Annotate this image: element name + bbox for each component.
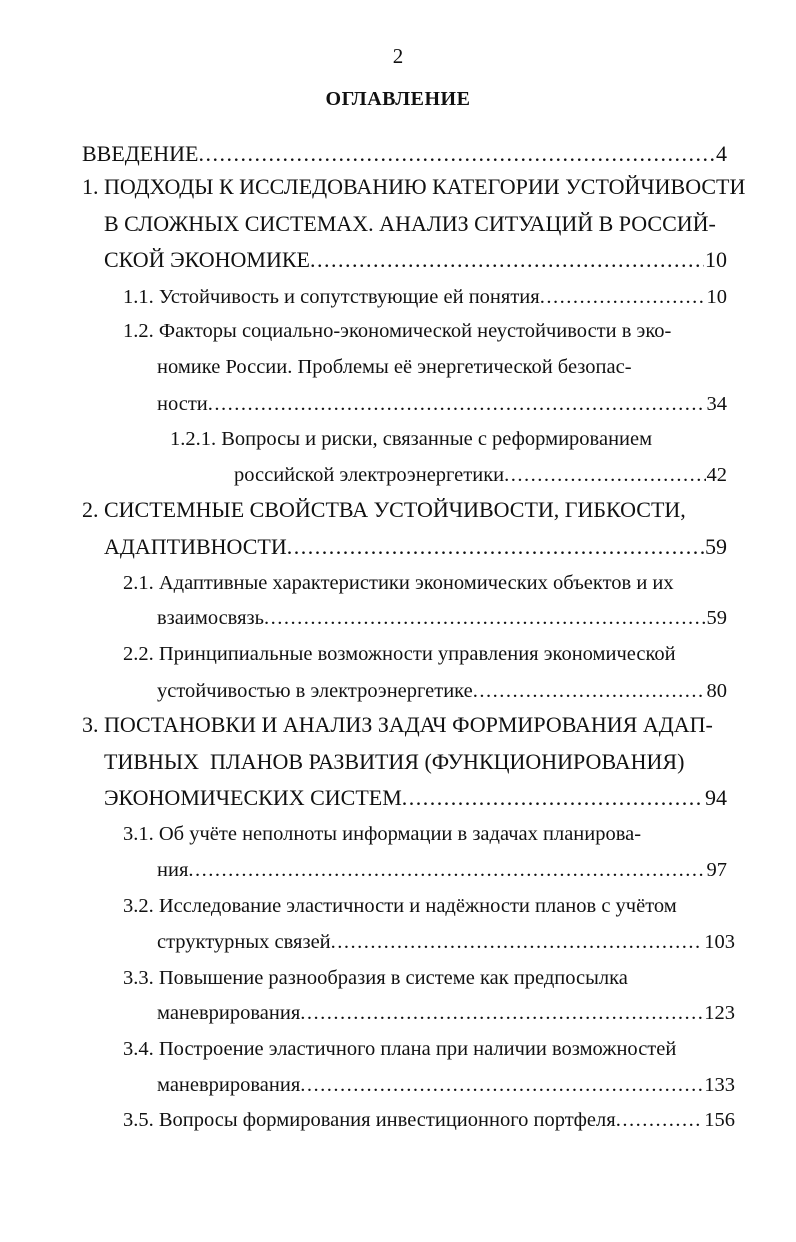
toc-section-1-2-line-1: 1.2. Факторы социально-экономической неустойчивости в эко-: [123, 320, 672, 342]
toc-chapter-3-line-1: 3. ПОСТАНОВКИ И АНАЛИЗ ЗАДАЧ ФОРМИРОВАНИЯ АДАП-: [82, 712, 713, 737]
toc-entry-text: СКОЙ ЭКОНОМИКЕ: [104, 247, 310, 272]
toc-entry-text: ВВЕДЕНИЕ: [82, 141, 199, 166]
dot-leader: [504, 461, 705, 489]
toc-entry-page: 94: [705, 785, 727, 810]
toc-entry-page: 10: [706, 286, 727, 308]
dot-leader: [264, 604, 706, 632]
toc-chapter-1-line-1: 1. ПОДХОДЫ К ИССЛЕДОВАНИЮ КАТЕГОРИИ УСТОЙЧИВОСТИ: [82, 174, 746, 199]
toc-entry-page: 42: [706, 464, 727, 486]
toc-entry-page: 156: [704, 1109, 735, 1131]
toc-entry-page: 133: [704, 1074, 735, 1096]
toc-entry-text: ности: [157, 393, 208, 415]
toc-entry-page: 123: [704, 1002, 735, 1024]
dot-leader: [208, 390, 706, 418]
toc-entry-text: российской электроэнергетики: [234, 464, 505, 486]
toc-entry-text: АДАПТИВНОСТИ: [104, 534, 287, 559]
toc-entry-text: структурных связей: [157, 931, 331, 953]
toc-entry-text: 1.1. Устойчивость и сопутствующие ей понятия: [123, 286, 540, 308]
toc-chapter-1-line-2: В СЛОЖНЫХ СИСТЕМАХ. АНАЛИЗ СИТУАЦИЙ В РОССИЙ-: [104, 211, 716, 236]
dot-leader: [188, 856, 705, 884]
toc-section-2-2-line-2: [157, 677, 727, 705]
dot-leader: [198, 140, 715, 168]
page-title: ОГЛАВЛЕНИЕ: [325, 88, 471, 110]
toc-entry-text: маневрирования: [157, 1002, 301, 1024]
toc-section-3-5: [123, 1106, 735, 1134]
toc-section-2-2-line-1: 2.2. Принципиальные возможности управления экономической: [123, 643, 676, 665]
toc-chapter-2-line-1: 2. СИСТЕМНЫЕ СВОЙСТВА УСТОЙЧИВОСТИ, ГИБКОСТИ,: [82, 497, 686, 522]
toc-section-1-1: [123, 283, 727, 311]
toc-entry-page: 59: [706, 607, 727, 629]
toc-entry-page: 80: [706, 680, 727, 702]
toc-entry-text: устойчивостью в электроэнергетике: [157, 680, 473, 702]
toc-entry-page: 97: [706, 859, 727, 881]
toc-chapter-3-line-3: [104, 784, 727, 812]
toc-entry-text: ния: [157, 859, 189, 881]
toc-entry-text: взаимосвязь: [157, 607, 264, 629]
dot-leader: [540, 283, 706, 311]
toc-section-3-4-line-2: [157, 1071, 735, 1099]
toc-section-3-2-line-2: [157, 928, 735, 956]
dot-leader: [402, 784, 704, 812]
toc-entry-text: 3.5. Вопросы формирования инвестиционного портфеля: [123, 1109, 616, 1131]
toc-entry-page: 10: [705, 247, 727, 272]
dot-leader: [473, 677, 706, 705]
toc-chapter-2-line-2: [104, 533, 727, 561]
toc-section-1-2-line-2: номике России. Проблемы её энергетической безопас-: [157, 356, 632, 378]
toc-entry-introduction: [82, 140, 727, 168]
toc-section-2-1-line-2: [157, 604, 727, 632]
dot-leader: [616, 1106, 704, 1134]
dot-leader: [331, 928, 704, 956]
dot-leader: [300, 1071, 703, 1099]
toc-chapter-3-line-2: ТИВНЫХ ПЛАНОВ РАЗВИТИЯ (ФУНКЦИОНИРОВАНИЯ): [104, 749, 685, 774]
toc-section-3-2-line-1: 3.2. Исследование эластичности и надёжности планов с учётом: [123, 895, 677, 917]
toc-section-3-4-line-1: 3.4. Построение эластичного плана при наличии возможностей: [123, 1038, 677, 1060]
toc-entry-text: ЭКОНОМИЧЕСКИХ СИСТЕМ: [104, 785, 402, 810]
toc-chapter-1-line-3: [104, 246, 727, 274]
toc-section-3-3-line-2: [157, 999, 735, 1027]
dot-leader: [287, 533, 704, 561]
page-number: 2: [392, 44, 404, 68]
toc-entry-page: 59: [705, 534, 727, 559]
dot-leader: [310, 246, 704, 274]
dot-leader: [300, 999, 703, 1027]
toc-subsection-1-2-1-line-2: [234, 461, 727, 489]
toc-section-1-2-line-3: [157, 390, 727, 418]
toc-section-3-1-line-1: 3.1. Об учёте неполноты информации в задачах планирова-: [123, 823, 642, 845]
toc-section-3-3-line-1: 3.3. Повышение разнообразия в системе как предпосылка: [123, 967, 628, 989]
toc-entry-text: маневрирования: [157, 1074, 301, 1096]
toc-entry-page: 103: [704, 931, 735, 953]
toc-entry-page: 34: [706, 393, 727, 415]
toc-section-3-1-line-2: [157, 856, 727, 884]
toc-entry-page: 4: [716, 141, 727, 166]
toc-section-2-1-line-1: 2.1. Адаптивные характеристики экономических объектов и их: [123, 572, 674, 594]
toc-subsection-1-2-1-line-1: 1.2.1. Вопросы и риски, связанные с реформированием: [170, 428, 653, 450]
